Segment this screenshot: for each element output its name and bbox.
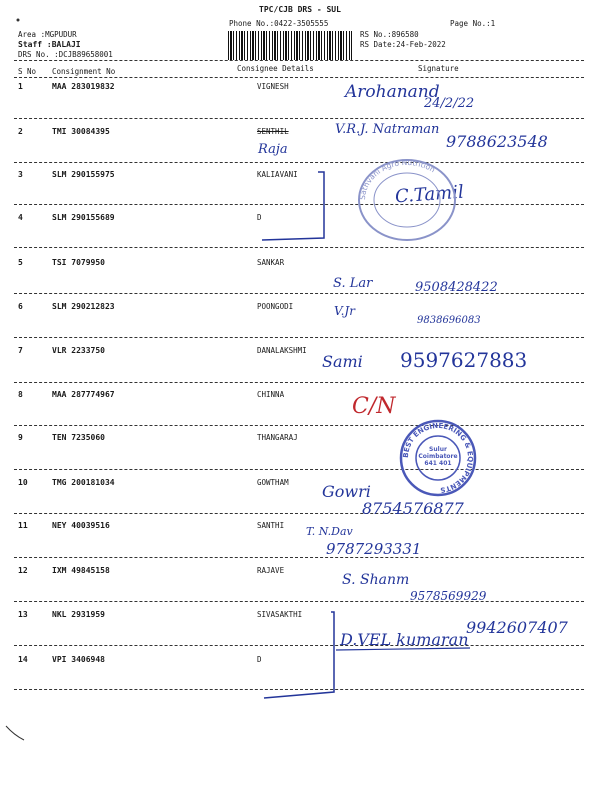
phone-row7: 9597627883 bbox=[400, 348, 528, 372]
row-sno: 11 bbox=[18, 521, 28, 530]
row-consignee: SENTHIL bbox=[257, 127, 289, 136]
row-consignee: POONGODI bbox=[257, 302, 294, 311]
row-consignment: IXM 49845158 bbox=[52, 566, 110, 575]
phone-row10: 8754576877 bbox=[362, 499, 464, 518]
bracket-stroke bbox=[262, 172, 324, 240]
date-row1: 24/2/22 bbox=[424, 96, 475, 111]
svg-text:Sathvani Agro Nutrition bbox=[358, 158, 437, 200]
row-consignee: SANKAR bbox=[257, 258, 285, 267]
col-consignment: Consignment No bbox=[52, 67, 116, 76]
row-consignee: CHINNA bbox=[257, 390, 285, 399]
col-sno: S No bbox=[18, 67, 37, 76]
row-consignment: TMI 30084395 bbox=[52, 127, 110, 136]
row-consignment: SLM 290155975 bbox=[52, 170, 115, 179]
signature-row5: S. Lar bbox=[333, 276, 373, 291]
row-consignee: VIGNESH bbox=[257, 82, 289, 91]
row-sno: 13 bbox=[18, 610, 28, 619]
area-label: Area :MGPUDUR bbox=[18, 30, 77, 39]
name-row2: Raja bbox=[258, 142, 288, 157]
row-sno: 9 bbox=[18, 433, 23, 442]
row-sno: 2 bbox=[18, 127, 23, 136]
phone-number: Phone No.:0422-3505555 bbox=[229, 19, 329, 28]
row-consignee: SIVASAKTHI bbox=[257, 610, 303, 619]
drs-number: DRS No. :DCJB89658001 bbox=[18, 50, 113, 59]
col-consignee: Consignee Details bbox=[237, 64, 314, 73]
row-consignee: DANALAKSHMI bbox=[257, 346, 307, 355]
row-sno: 12 bbox=[18, 566, 28, 575]
speck bbox=[17, 19, 20, 22]
row-consignee: KALIAVANI bbox=[257, 170, 298, 179]
row-sno: 3 bbox=[18, 170, 23, 179]
rs-date: RS Date:24-Feb-2022 bbox=[360, 40, 446, 49]
row-sno: 7 bbox=[18, 346, 23, 355]
signature-row6: V.Jr bbox=[334, 304, 355, 318]
row-consignee: THANGARAJ bbox=[257, 433, 298, 442]
signature-row13: D.VEL kumaran bbox=[340, 630, 469, 649]
row-consignee: D bbox=[257, 213, 262, 222]
company-stamp-faint bbox=[353, 155, 461, 245]
corner-mark bbox=[6, 726, 24, 740]
signature-row7: Sami bbox=[322, 352, 363, 371]
phone-row6: 9838696083 bbox=[417, 315, 481, 326]
phone-row12: 9578569929 bbox=[410, 589, 487, 603]
phone-row11: 9787293331 bbox=[326, 540, 422, 558]
row-consignment: SLM 290212823 bbox=[52, 302, 115, 311]
row-consignee: D bbox=[257, 655, 262, 664]
row-sno: 6 bbox=[18, 302, 23, 311]
phone-row13: 9942607407 bbox=[466, 618, 568, 637]
row-consignment: TSI 7079950 bbox=[52, 258, 105, 267]
row-consignment: NEY 40039516 bbox=[52, 521, 110, 530]
row-consignee: SANTHI bbox=[257, 521, 285, 530]
row-consignment: VPI 3406948 bbox=[52, 655, 105, 664]
signature-row2: V.R.J. Natraman bbox=[335, 122, 440, 137]
cn-mark-row8: C/N bbox=[352, 394, 396, 419]
stamp-text: Sathvani Agro Nutrition bbox=[357, 157, 437, 201]
col-signature: Signature bbox=[418, 64, 459, 73]
page-number: Page No.:1 bbox=[450, 19, 496, 28]
signature-row12: S. Shanm bbox=[342, 572, 410, 588]
signature-row3: C.Tamil bbox=[394, 181, 465, 208]
row-sno: 10 bbox=[18, 478, 28, 487]
row-sno: 8 bbox=[18, 390, 23, 399]
bracket-stroke bbox=[264, 612, 334, 698]
report-title: TPC/CJB DRS - SUL bbox=[259, 5, 341, 14]
staff-label: Staff :BALAJI bbox=[18, 40, 81, 49]
row-sno: 14 bbox=[18, 655, 28, 664]
row-consignment: MAA 283019832 bbox=[52, 82, 115, 91]
row-consignee: RAJAVE bbox=[257, 566, 285, 575]
phone-row2: 9788623548 bbox=[446, 132, 548, 151]
signature-row1: Arohanand bbox=[345, 82, 440, 102]
phone-row5: 9508428422 bbox=[415, 280, 498, 295]
rs-number: RS No.:896580 bbox=[360, 30, 419, 39]
row-consignment: NKL 2931959 bbox=[52, 610, 105, 619]
row-sno: 5 bbox=[18, 258, 23, 267]
row-consignment: MAA 287774967 bbox=[52, 390, 115, 399]
row-consignment: VLR 2233750 bbox=[52, 346, 105, 355]
row-sno: 4 bbox=[18, 213, 23, 222]
signature-row10: Gowri bbox=[322, 482, 371, 501]
row-consignment: TMG 200181034 bbox=[52, 478, 115, 487]
row-sno: 1 bbox=[18, 82, 23, 91]
signature-row11: T. N.Dav bbox=[306, 525, 353, 538]
row-consignee: GOWTHAM bbox=[257, 478, 289, 487]
row-consignment: TEN 7235060 bbox=[52, 433, 105, 442]
row-consignment: SLM 290155689 bbox=[52, 213, 115, 222]
stamp-inner-text: Sulur Coimbatore 641 401 bbox=[418, 446, 458, 467]
company-stamp bbox=[398, 418, 478, 498]
stamp-text: BEST ENGINEERING & EQUIPMENTS bbox=[401, 421, 475, 494]
